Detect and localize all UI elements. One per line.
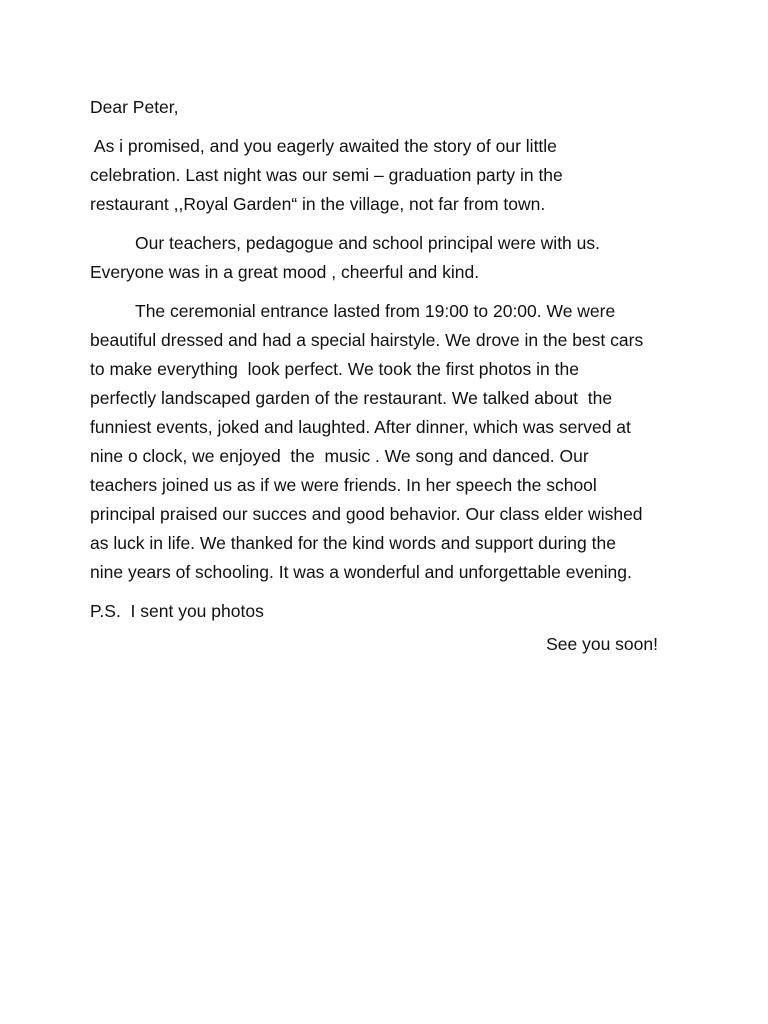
paragraph-line: As i promised, and you eagerly awaited the story of our little [90, 136, 557, 156]
paragraph-line: The ceremonial entrance lasted from 19:00 to 20:00. We were [135, 301, 616, 321]
letter-postscript: P.S. I sent you photos [90, 601, 264, 621]
paragraph-3 [90, 297, 680, 587]
paragraph-line: nine o clock, we enjoyed the music . We song and danced. Our [90, 446, 589, 466]
letter-greeting: Dear Peter, [90, 97, 179, 117]
paragraph-line: beautiful dressed and had a special hairstyle. We drove in the best cars [90, 330, 644, 350]
paragraph-line: principal praised our succes and good behavior. Our class elder wished [90, 504, 643, 524]
paragraph-line: Everyone was in a great mood , cheerful and kind. [90, 262, 480, 282]
paragraph-line: funniest events, joked and laughted. After dinner, which was served at [90, 417, 631, 437]
letter-body [90, 93, 680, 659]
paragraph-line: nine years of schooling. It was a wonderful and unforgettable evening. [90, 562, 632, 582]
paragraph-line: celebration. Last night was our semi – graduation party in the [90, 165, 563, 185]
paragraph-line: Our teachers, pedagogue and school principal were with us. [135, 233, 600, 253]
letter-closing: See you soon! [546, 634, 658, 654]
paragraph-line: as luck in life. We thanked for the kind words and support during the [90, 533, 616, 553]
paragraph-2 [90, 229, 680, 287]
paragraph-1 [90, 132, 680, 219]
paragraph-line: teachers joined us as if we were friends. In her speech the school [90, 475, 597, 495]
paragraph-line: perfectly landscaped garden of the restaurant. We talked about the [90, 388, 613, 408]
paragraph-line: restaurant ,,Royal Garden“ in the village, not far from town. [90, 194, 546, 214]
paragraph-line: to make everything look perfect. We took the first photos in the [90, 359, 579, 379]
